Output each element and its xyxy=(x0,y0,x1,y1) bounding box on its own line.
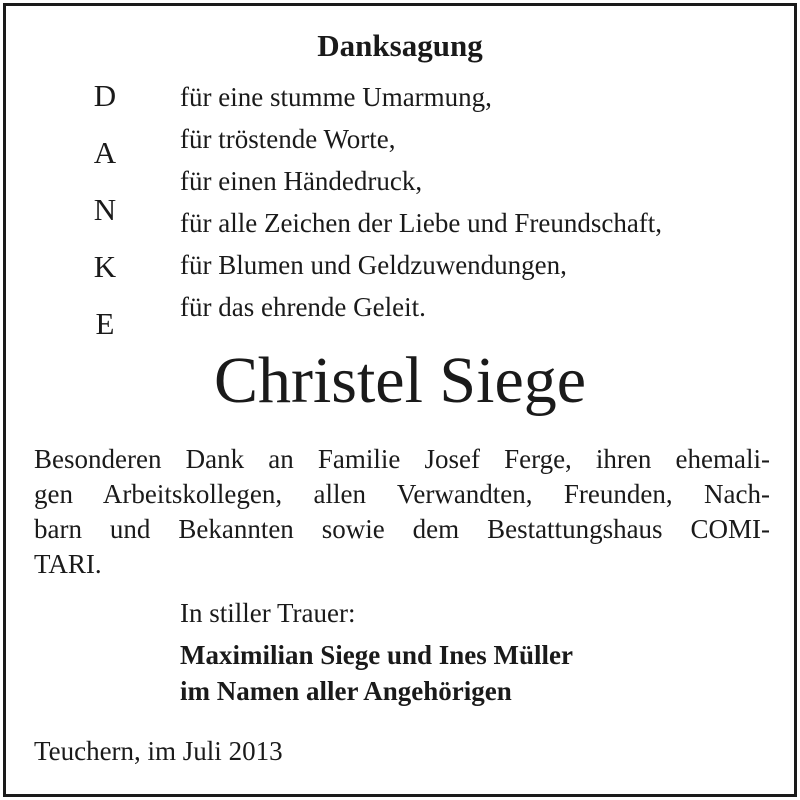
thanks-line-words: für tröstende Worte, xyxy=(180,124,396,154)
danke-letter-d: D xyxy=(93,78,117,113)
deceased-name: Christel Siege xyxy=(213,344,587,417)
signer-names: Maximilian Siege und Ines Müller xyxy=(180,640,574,670)
special-thanks-line: TARI. xyxy=(34,549,102,579)
thanks-line-escort: für das ehrende Geleit. xyxy=(180,292,426,322)
thanks-line-embrace: für eine stumme Umarmung, xyxy=(180,82,492,112)
place-date: Teuchern, im Juli 2013 xyxy=(34,736,283,766)
mourning-phrase: In stiller Trauer: xyxy=(180,598,356,628)
danke-letter-e: E xyxy=(95,306,115,341)
notice-heading: Danksagung xyxy=(317,28,483,63)
danke-letter-n: N xyxy=(93,192,117,227)
signer-on-behalf: im Namen aller Angehörigen xyxy=(180,676,512,706)
special-thanks-line: barn und Bekannten sowie dem Bestattungshaus COMI- xyxy=(34,514,770,544)
danke-letter-a: A xyxy=(93,135,117,170)
special-thanks-line: Besonderen Dank an Familie Josef Ferge, ihren ehemali- xyxy=(34,444,770,474)
special-thanks-line: gen Arbeitskollegen, allen Verwandten, Freunden, Nach- xyxy=(34,479,770,509)
thanks-line-love-friendship: für alle Zeichen der Liebe und Freundschaft, xyxy=(180,208,663,238)
thanks-line-flowers-donations: für Blumen und Geldzuwendungen, xyxy=(180,250,567,280)
thanks-line-handshake: für einen Händedruck, xyxy=(180,166,423,196)
danke-letter-k: K xyxy=(93,249,117,284)
